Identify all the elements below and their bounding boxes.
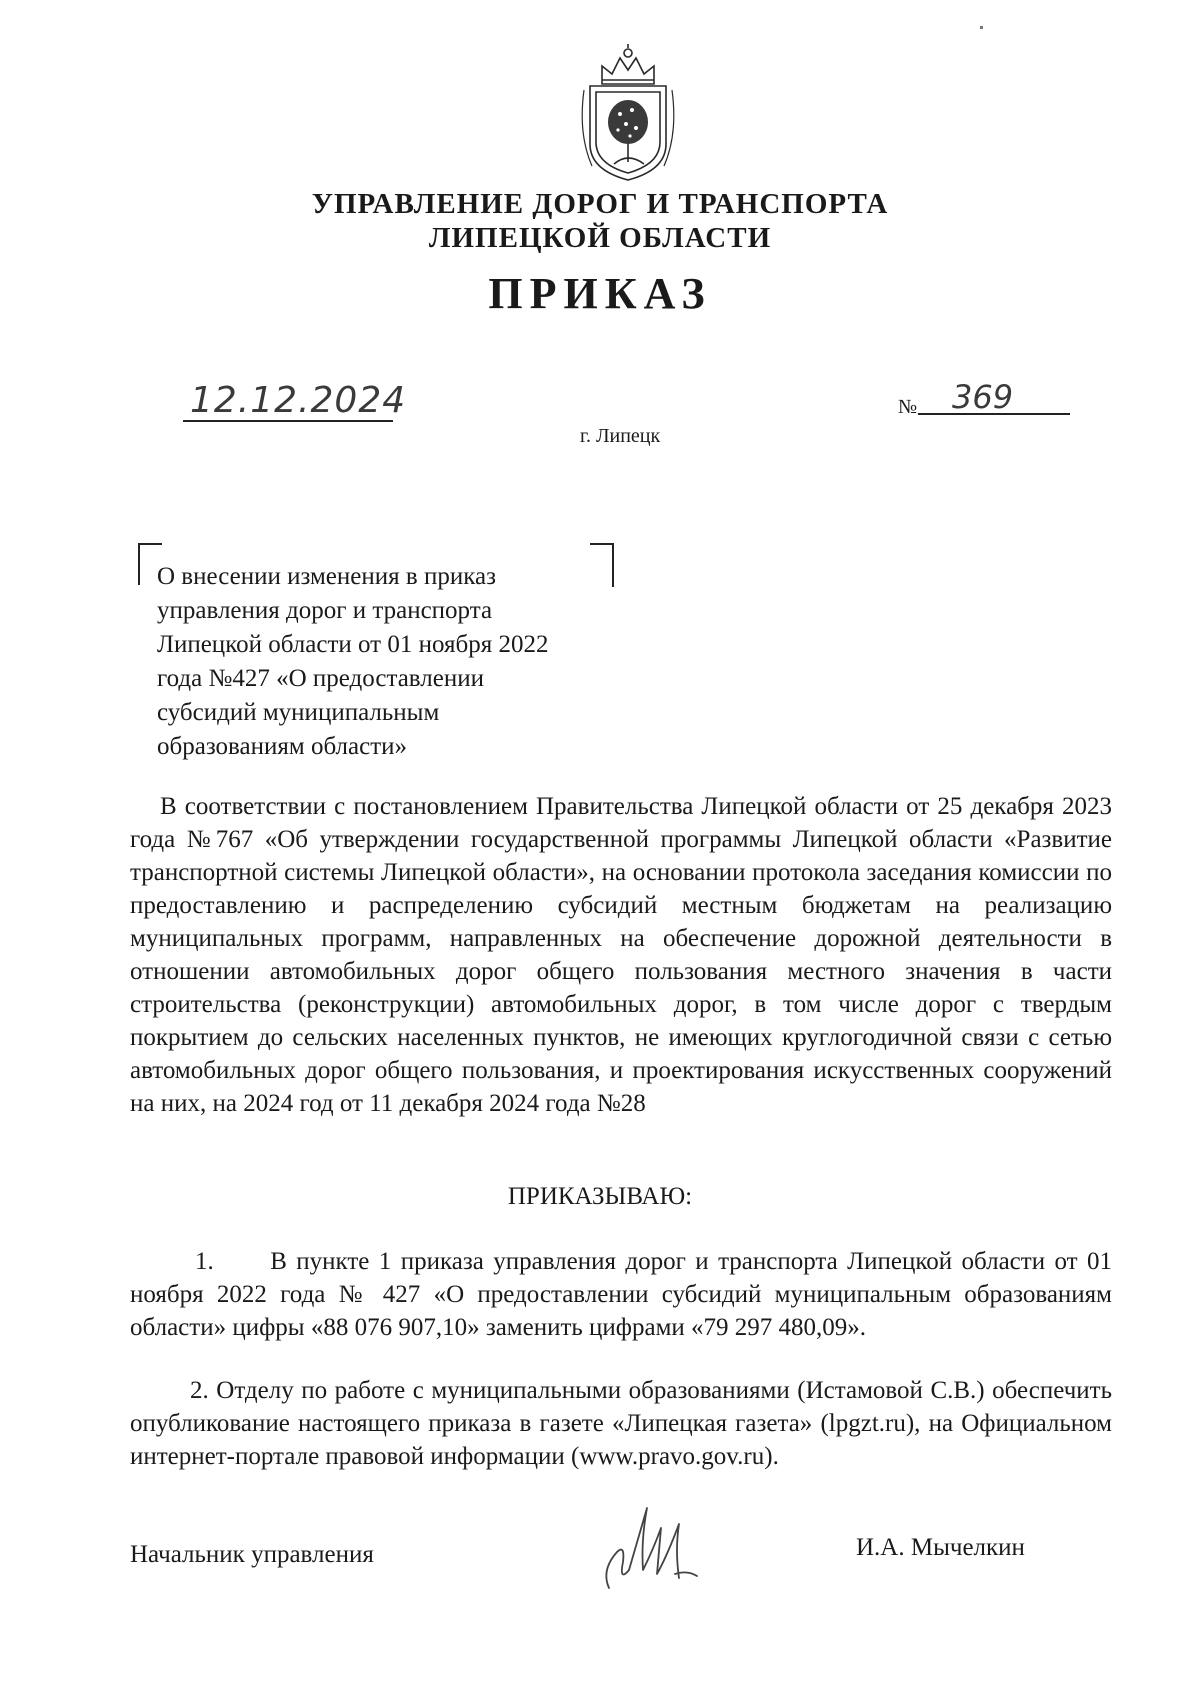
organization-name-line1: УПРАВЛЕНИЕ ДОРОГ И ТРАНСПОРТА	[311, 188, 889, 220]
subject-line: года №427 «О предоставлении	[157, 665, 484, 692]
subject-line: образованиям области»	[157, 733, 408, 760]
handwritten-order-number: 369	[952, 378, 1014, 416]
subject-line: О внесении изменения в приказ	[157, 563, 496, 590]
organization-name-line2: ЛИПЕЦКОЙ ОБЛАСТИ	[428, 222, 772, 254]
subject-line: субсидий муниципальным	[157, 699, 440, 726]
signer-name: И.А. Мычелкин	[856, 1534, 1025, 1561]
order-word: ПРИКАЗЫВАЮ:	[507, 1183, 693, 1210]
scan-speck	[980, 26, 983, 29]
date-underline	[183, 420, 393, 422]
document-type-title: ПРИКАЗ	[488, 269, 712, 318]
preamble-paragraph: В соответствии с постановлением Правительства Липецкой области от 25 декабря 2023 года №767 «Об утверждении государственной программы Липецкой области «Развитие транспортной системы Липецкой области», на основании протокола заседания комиссии по предоставлению и распределению субсидий местным бюджетам на реализацию муниципальных программ, направленных на обеспечение дорожной деятельности в отношении автомобильных дорог общего пользования местного значения в части строительства (реконструкции) автомобильных дорог, в том числе дорог с твердым покрытием до сельских населенных пунктов, не имеющих круглогодичной связи с сетью автомобильных дорог общего пользования, и проектирования искусственных сооружений на них, на 2024 год от 11 декабря 2024 года №28	[130, 793, 1112, 1117]
coat-of-arms-icon	[574, 44, 682, 184]
handwritten-signature	[595, 1500, 705, 1600]
handwritten-date: 12.12.2024	[190, 380, 407, 421]
number-underline	[918, 413, 1070, 415]
signer-position: Начальник управления	[130, 1541, 374, 1568]
city: г. Липецк	[580, 425, 661, 447]
document-subject	[157, 560, 617, 764]
number-label: №	[898, 396, 918, 418]
order-item-2: 2. Отделу по работе с муниципальными образованиями (Истамовой С.В.) обеспечить опубликование настоящего приказа в газете «Липецкая газета» (lpgzt.ru), на Официальном интернет-портале правовой информации (www.pravo.gov.ru).	[130, 1377, 1112, 1470]
subject-line: Липецкой области от 01 ноября 2022	[157, 631, 549, 658]
subject-line: управления дорог и транспорта	[157, 597, 493, 624]
order-item-1: 1. В пункте 1 приказа управления дорог и транспорта Липецкой области от 01 ноября 2022 года № 427 «О предоставлении субсидий муниципальным образованиям области» цифры «88 076 907,10» заменить цифрами «79 297 480,09».	[130, 1248, 1119, 1341]
